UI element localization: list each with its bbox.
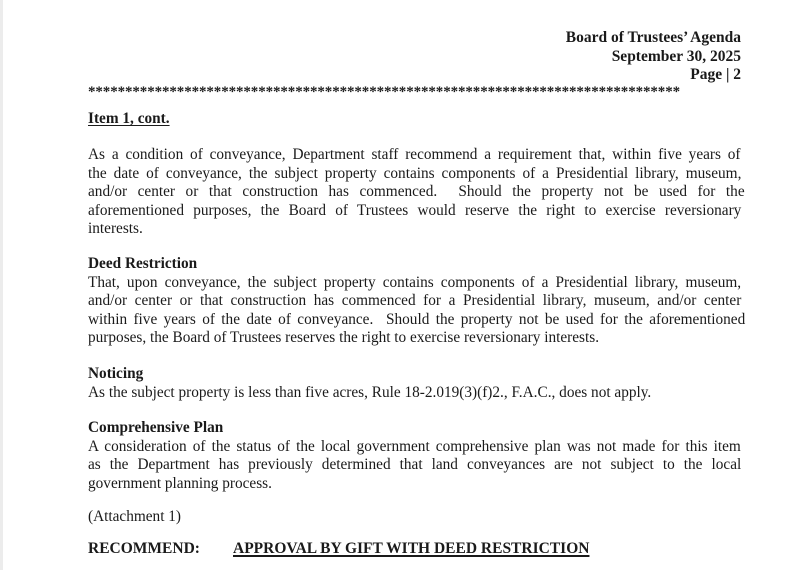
paragraph-line: As a condition of conveyance, Department staff recommend a requirement that, within five years of — [88, 146, 741, 163]
recommend-value: APPROVAL BY GIFT WITH DEED RESTRICTION — [233, 540, 590, 557]
paragraph-line: and/or center or that construction has commenced for a Presidential library, museum, and/or center — [88, 292, 742, 310]
page-number: Page | 2 — [690, 66, 741, 83]
agenda-date: September 30, 2025 — [611, 47, 741, 65]
paragraph-line: That, upon conveyance, the subject property contains components of a Presidential library, museum, — [88, 273, 742, 291]
agenda-header — [566, 29, 741, 85]
recommend-label: RECOMMEND: — [88, 540, 200, 557]
agenda-title: Board of Trustees’ Agenda — [565, 29, 741, 46]
paragraph-line: As the subject property is less than five acres, Rule 18-2.019(3)(f)2., F.A.C., does not apply. — [88, 383, 652, 401]
deed-restriction-heading: Deed Restriction — [88, 255, 198, 272]
paragraph-line: within five years of the date of conveyance. Should the property not be used for the aforementioned — [88, 310, 746, 328]
noticing-section — [88, 365, 741, 402]
paragraph-line: interests. — [88, 220, 143, 238]
comprehensive-plan-section — [88, 419, 741, 493]
recommendation — [88, 540, 589, 558]
noticing-heading: Noticing — [88, 365, 144, 382]
page-edge — [0, 0, 3, 570]
paragraph-line: government planning process. — [88, 474, 272, 492]
paragraph-line: purposes, the Board of Trustees reserves the right to exercise reversionary interests. — [88, 329, 600, 347]
paragraph-line: as the Department has previously determined that land conveyances are not subject to the local — [88, 456, 742, 474]
asterisk-separator: ******************************************************************************** — [88, 84, 681, 100]
comprehensive-plan-heading: Comprehensive Plan — [88, 419, 224, 436]
deed-restriction-section — [88, 255, 746, 348]
condition-paragraph — [88, 146, 745, 239]
attachment-note: (Attachment 1) — [88, 508, 182, 525]
paragraph-line: the date of conveyance, the subject property contains components of a Presidential library, museum, — [88, 164, 742, 182]
item-heading: Item 1, cont. — [88, 110, 170, 127]
paragraph-line: and/or center or that construction has commenced. Should the property not be used for the — [88, 183, 745, 201]
paragraph-line: aforementioned purposes, the Board of Trustees would reserve the right to exercise reversionary — [88, 201, 742, 219]
paragraph-line: A consideration of the status of the local government comprehensive plan was not made for this item — [88, 437, 741, 455]
attachment-note-block — [88, 508, 741, 527]
item-heading-block — [88, 110, 741, 129]
